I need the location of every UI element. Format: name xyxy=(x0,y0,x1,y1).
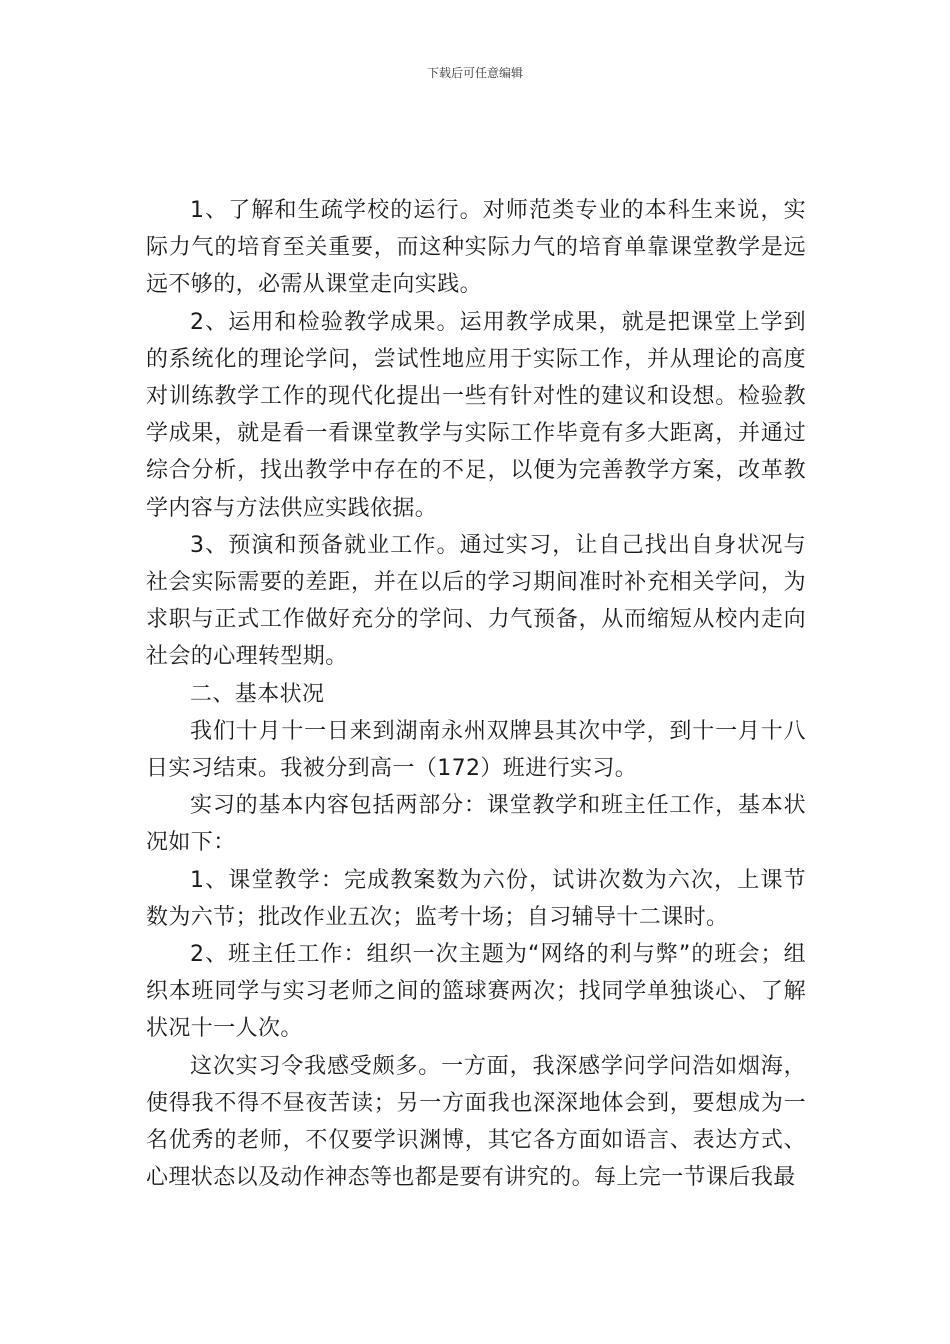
section-heading-basic-status: 二、基本状况 xyxy=(190,681,325,707)
paragraph-classroom-teaching: 1、课堂教学：完成教案数为六份，试讲次数为六次，上课节数为六节；批改作业五次；监考十场；自习辅导十二课时。 xyxy=(146,867,806,930)
document-body xyxy=(146,192,806,1196)
paragraph-arrival: 我们十月十一日来到湖南永州双牌县其次中学，到十一月十八日实习结束。我被分到高一（172）班进行实习。 xyxy=(146,718,806,782)
paragraph-purpose-2: 2、运用和检验教学成果。运用教学成果，就是把课堂上学到的系统化的理论学问，尝试性地应用于实际工作，并从理论的高度对训练教学工作的现代化提出一些有针对性的建议和设想。检验教学成果，就是看一看课堂教学与实际工作毕竟有多大距离，并通过综合分析，找出教学中存在的不足，以便为完善教学方案，改革教学内容与方法供应实践依据。 xyxy=(146,309,806,521)
paragraph-purpose-1: 1、了解和生疏学校的运行。对师范类专业的本科生来说，实际力气的培育至关重要，而这种实际力气的培育单靠课堂教学是远远不够的，必需从课堂走向实践。 xyxy=(146,198,806,298)
paragraph-purpose-3: 3、预演和预备就业工作。通过实习，让自己找出自身状况与社会实际需要的差距，并在以后的学习期间准时补充相关学问，为求职与正式工作做好充分的学问、力气预备，从而缩短从校内走向社会的心理转型期。 xyxy=(146,532,806,670)
paragraph-homeroom-work: 2、班主任工作：组织一次主题为“网络的利与弊”的班会；组织本班同学与实习老师之间的篮球赛两次；找同学单独谈心、了解状况十一人次。 xyxy=(146,942,806,1042)
page-header: 下载后可任意编辑 xyxy=(426,66,523,80)
paragraph-content-overview: 实习的基本内容包括两部分：课堂教学和班主任工作，基本状况如下： xyxy=(146,793,806,856)
paragraph-reflection: 这次实习令我感受颇多。一方面，我深感学问学问浩如烟海，使得我不得不昼夜苦读；另一方面我也深深地体会到，要想成为一名优秀的老师，不仅要学识渊博，其它各方面如语言、表达方式、心理状态以及动作神态等也都是要有讲究的。每上完一节课后我最 xyxy=(146,1053,806,1191)
